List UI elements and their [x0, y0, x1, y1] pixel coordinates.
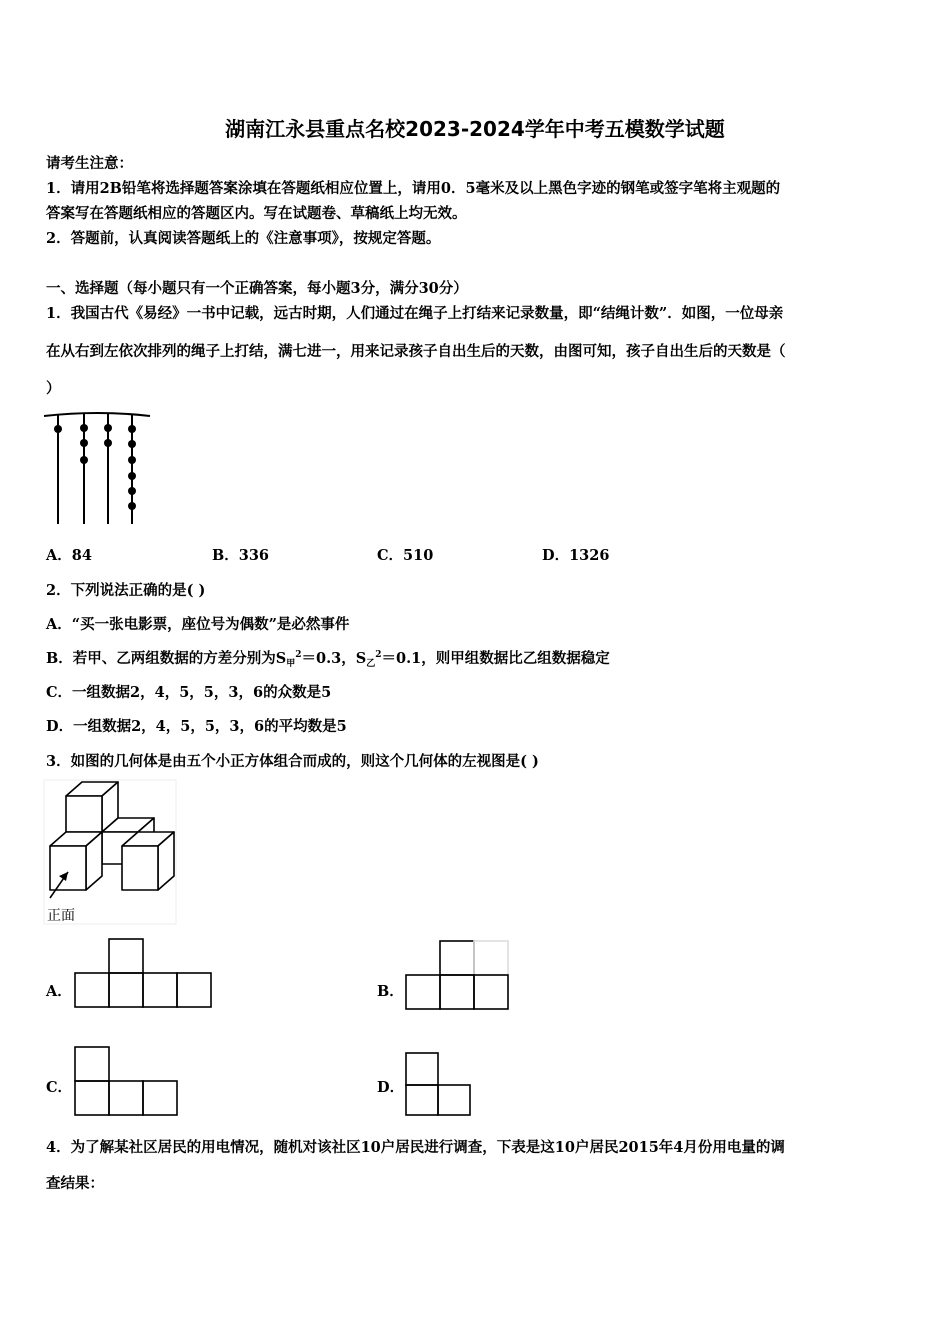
notice-line: 答案写在答题纸相应的答题区内。写在试题卷、草稿纸上均无效。	[46, 205, 467, 222]
page-title: 湖南江永县重点名校2023-2024学年中考五模数学试题	[225, 117, 725, 141]
question-1-line: ）	[46, 380, 61, 397]
superscript: 2	[295, 650, 302, 660]
question-4-line: 4．为了解某社区居民的用电情况，随机对该社区10户居民进行调查，下表是这10户居民2015年4月份用电量的调	[46, 1139, 785, 1156]
option-a[interactable]: A．“买一张电影票，座位号为偶数”是必然事件	[46, 616, 350, 633]
option-b[interactable]	[46, 647, 610, 669]
option-b[interactable]: B．	[377, 983, 404, 1000]
notice-line: 2．答题前，认真阅读答题纸上的《注意事项》，按规定答题。	[46, 230, 441, 247]
option-c-view	[74, 1045, 180, 1117]
subscript: 甲	[286, 659, 296, 669]
front-label: 正面	[47, 908, 75, 924]
question-1-line: 在从右到左依次排列的绳子上打结，满七进一，用来记录孩子自出生后的天数，由图可知，孩子自出生后的天数是（	[46, 343, 786, 360]
option-c[interactable]: C．510	[377, 547, 434, 564]
option-d[interactable]: D．一组数据2，4，5，5，3，6的平均数是5	[46, 718, 347, 735]
option-d[interactable]: D．1326	[542, 547, 610, 564]
option-d[interactable]: D．	[377, 1079, 405, 1096]
knot-rope-figure	[44, 410, 152, 526]
option-c[interactable]: C．	[46, 1079, 73, 1096]
superscript: 2	[375, 650, 382, 660]
option-a-view	[74, 938, 216, 1008]
option-b-view	[404, 940, 512, 1010]
option-b-text: B．若甲、乙两组数据的方差分别为S	[46, 650, 287, 667]
notice-heading: 请考生注意：	[46, 155, 133, 172]
question-4-line: 查结果：	[46, 1175, 104, 1192]
question-1-line: 1．我国古代《易经》一书中记载，远古时期，人们通过在绳子上打结来记录数量，即“结绳计数”．如图，一位母亲	[46, 305, 784, 322]
option-d-view	[404, 1051, 474, 1117]
option-b[interactable]: B．336	[212, 547, 270, 564]
subscript: 乙	[366, 659, 376, 669]
question-2-stem: 2．下列说法正确的是( )	[46, 582, 206, 599]
option-b-text: ＝0.3，S	[301, 650, 367, 667]
question-3-stem: 3．如图的几何体是由五个小正方体组合而成的，则这个几何体的左视图是( )	[46, 753, 539, 770]
option-a[interactable]: A．84	[46, 547, 92, 564]
option-b-text: ＝0.1，则甲组数据比乙组数据稳定	[381, 650, 610, 667]
option-c[interactable]: C．一组数据2，4，5，5，3，6的众数是5	[46, 684, 332, 701]
option-a[interactable]: A．	[46, 983, 72, 1000]
notice-line: 1．请用2B铅笔将选择题答案涂填在答题纸相应位置上，请用0．5毫米及以上黑色字迹的钢笔或签字笔将主观题的	[46, 180, 781, 197]
section-heading: 一、选择题（每小题只有一个正确答案，每小题3分，满分30分）	[46, 280, 468, 297]
